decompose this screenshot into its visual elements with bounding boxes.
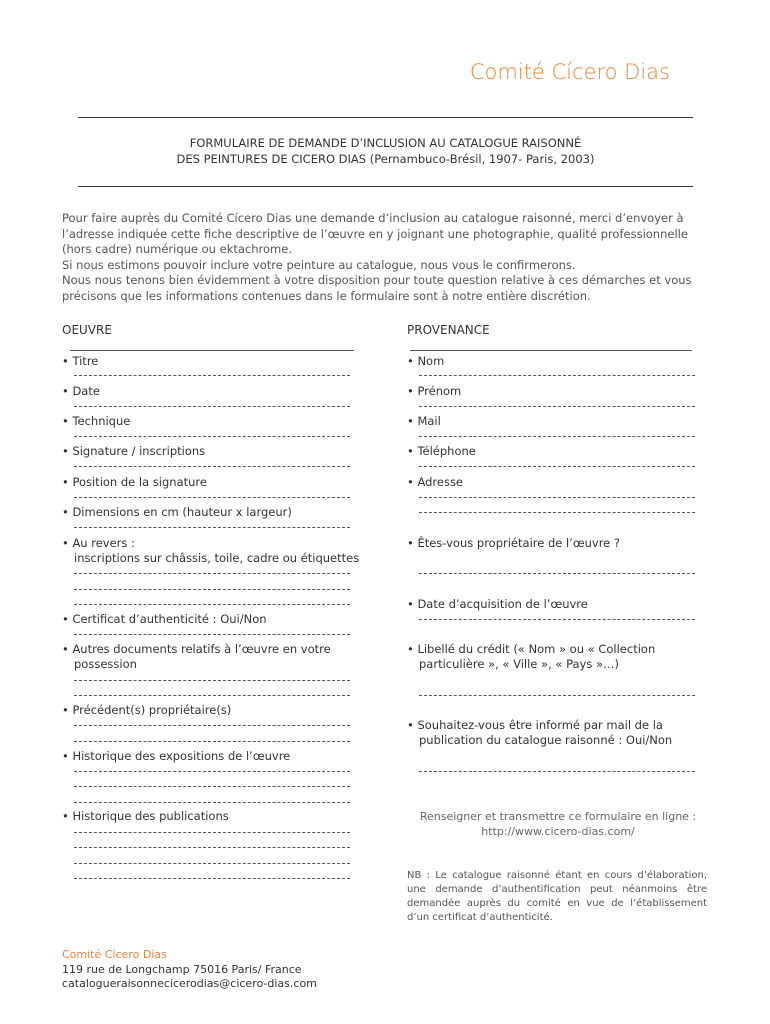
field-line-position-signature[interactable] — [74, 497, 350, 498]
online-note — [408, 809, 708, 839]
field-line-proprietaire[interactable] — [419, 573, 695, 574]
field-line-mail[interactable] — [419, 436, 695, 437]
field-label-dimensions: • Dimensions en cm (hauteur x largeur) — [62, 505, 292, 519]
intro-paragraph: Si nous estimons pouvoir inclure votre peinture au catalogue, nous vous le confirmerons. — [62, 257, 576, 272]
field-line-telephone[interactable] — [419, 466, 695, 467]
field-label-publications: • Historique des publications — [62, 809, 229, 823]
field-line-autres-documents[interactable] — [74, 680, 350, 681]
field-line-adresse[interactable] — [419, 512, 695, 513]
field-label-autres-documents: • Autres documents relatifs à l’œuvre en votre — [62, 642, 331, 656]
field-line-souhait[interactable] — [419, 771, 695, 772]
field-label-autres-documents-cont: possession — [74, 657, 137, 671]
field-label-credit-cont: particulière », « Ville », « Pays »…) — [419, 657, 620, 671]
field-line-credit[interactable] — [419, 695, 695, 696]
field-line-nom[interactable] — [419, 375, 695, 376]
form-title — [78, 135, 693, 167]
divider — [78, 117, 693, 118]
online-note-text: Renseigner et transmettre ce formulaire en ligne : — [419, 810, 697, 823]
form-title-line-2: DES PEINTURES DE CICERO DIAS (Pernambuco-Brésil, 1907- Paris, 2003) — [176, 152, 595, 166]
field-label-precedents: • Précédent(s) propriétaire(s) — [62, 703, 232, 717]
field-label-souhait-cont: publication du catalogue raisonné : Oui/Non — [419, 733, 673, 747]
field-line-publications[interactable] — [74, 832, 350, 833]
field-label-revers: • Au revers : — [62, 536, 135, 550]
field-line-adresse[interactable] — [419, 497, 695, 498]
field-line-dimensions[interactable] — [74, 527, 350, 528]
field-line-revers[interactable] — [74, 604, 350, 605]
field-line-expositions[interactable] — [74, 771, 350, 772]
field-line-signature[interactable] — [74, 466, 350, 467]
field-line-prenom[interactable] — [419, 406, 695, 407]
brand-title: Comité Cícero Dias — [469, 60, 670, 84]
field-label-certificat: • Certificat d’authenticité : Oui/Non — [62, 612, 267, 626]
oeuvre-heading: OEUVRE — [62, 323, 112, 337]
field-label-proprietaire: • Êtes-vous propriétaire de l’œuvre ? — [407, 536, 621, 550]
field-label-souhait: • Souhaitez-vous être informé par mail de la — [407, 718, 663, 732]
field-label-credit: • Libellé du crédit (« Nom » ou « Collection — [407, 642, 656, 656]
field-label-nom: • Nom — [407, 354, 445, 368]
provenance-rule — [410, 350, 692, 351]
oeuvre-rule — [70, 350, 354, 351]
field-line-expositions[interactable] — [74, 786, 350, 787]
field-label-date: • Date — [62, 384, 100, 398]
footer-address: 119 rue de Longchamp 75016 Paris/ France — [62, 963, 302, 976]
field-label-revers-detail: inscriptions sur châssis, toile, cadre ou étiquettes — [74, 551, 360, 565]
website-link[interactable]: http://www.cicero-dias.com/ — [481, 825, 635, 838]
field-line-precedents[interactable] — [74, 725, 350, 726]
field-label-adresse: • Adresse — [407, 475, 464, 489]
field-line-autres-documents[interactable] — [74, 695, 350, 696]
field-label-signature: • Signature / inscriptions — [62, 444, 206, 458]
field-line-publications[interactable] — [74, 863, 350, 864]
field-label-acquisition: • Date d’acquisition de l’œuvre — [407, 597, 588, 611]
form-title-line-1: FORMULAIRE DE DEMANDE D’INCLUSION AU CATALOGUE RAISONNÉ — [189, 136, 582, 150]
field-label-prenom: • Prénom — [407, 384, 462, 398]
intro-paragraph: Pour faire auprès du Comité Cícero Dias une demande d’inclusion au catalogue raisonné, merci d’envoyer à l’adresse indiquée cette fiche descriptive de l’œuvre en y joignant une photographie, qualité professionnelle (hors cadre) numérique ou ektachrome. — [62, 211, 688, 256]
field-line-technique[interactable] — [74, 436, 350, 437]
field-label-titre: • Titre — [62, 354, 99, 368]
field-line-publications[interactable] — [74, 847, 350, 848]
field-label-position-signature: • Position de la signature — [62, 475, 207, 489]
footer-brand: Comité Cícero Dias — [62, 948, 167, 961]
nb-note: NB : Le catalogue raisonné étant en cours d’élaboration, une demande d’authentification peut néanmoins être demandée auprès du comité en vue de l’établissement d’un certificat d’authenticité. — [407, 870, 707, 923]
field-line-acquisition[interactable] — [419, 619, 695, 620]
field-line-date[interactable] — [74, 406, 350, 407]
field-line-precedents[interactable] — [74, 741, 350, 742]
field-label-telephone: • Téléphone — [407, 444, 476, 458]
field-line-publications[interactable] — [74, 878, 350, 879]
provenance-heading: PROVENANCE — [407, 323, 490, 337]
intro-text — [62, 211, 702, 304]
field-line-revers[interactable] — [74, 589, 350, 590]
field-label-expositions: • Historique des expositions de l’œuvre — [62, 749, 291, 763]
footer-email[interactable]: catalogueraisonnecicerodias@cicero-dias.com — [62, 977, 317, 990]
field-line-expositions[interactable] — [74, 802, 350, 803]
field-label-mail: • Mail — [407, 414, 441, 428]
divider — [78, 186, 693, 187]
field-line-revers[interactable] — [74, 573, 350, 574]
intro-paragraph: Nous nous tenons bien évidemment à votre disposition pour toute question relative à ces démarches et vous précisons que les informations contenues dans le formulaire sont à notre entière discrétion. — [62, 273, 692, 303]
field-line-certificat[interactable] — [74, 634, 350, 635]
field-line-titre[interactable] — [74, 375, 350, 376]
field-label-technique: • Technique — [62, 414, 131, 428]
